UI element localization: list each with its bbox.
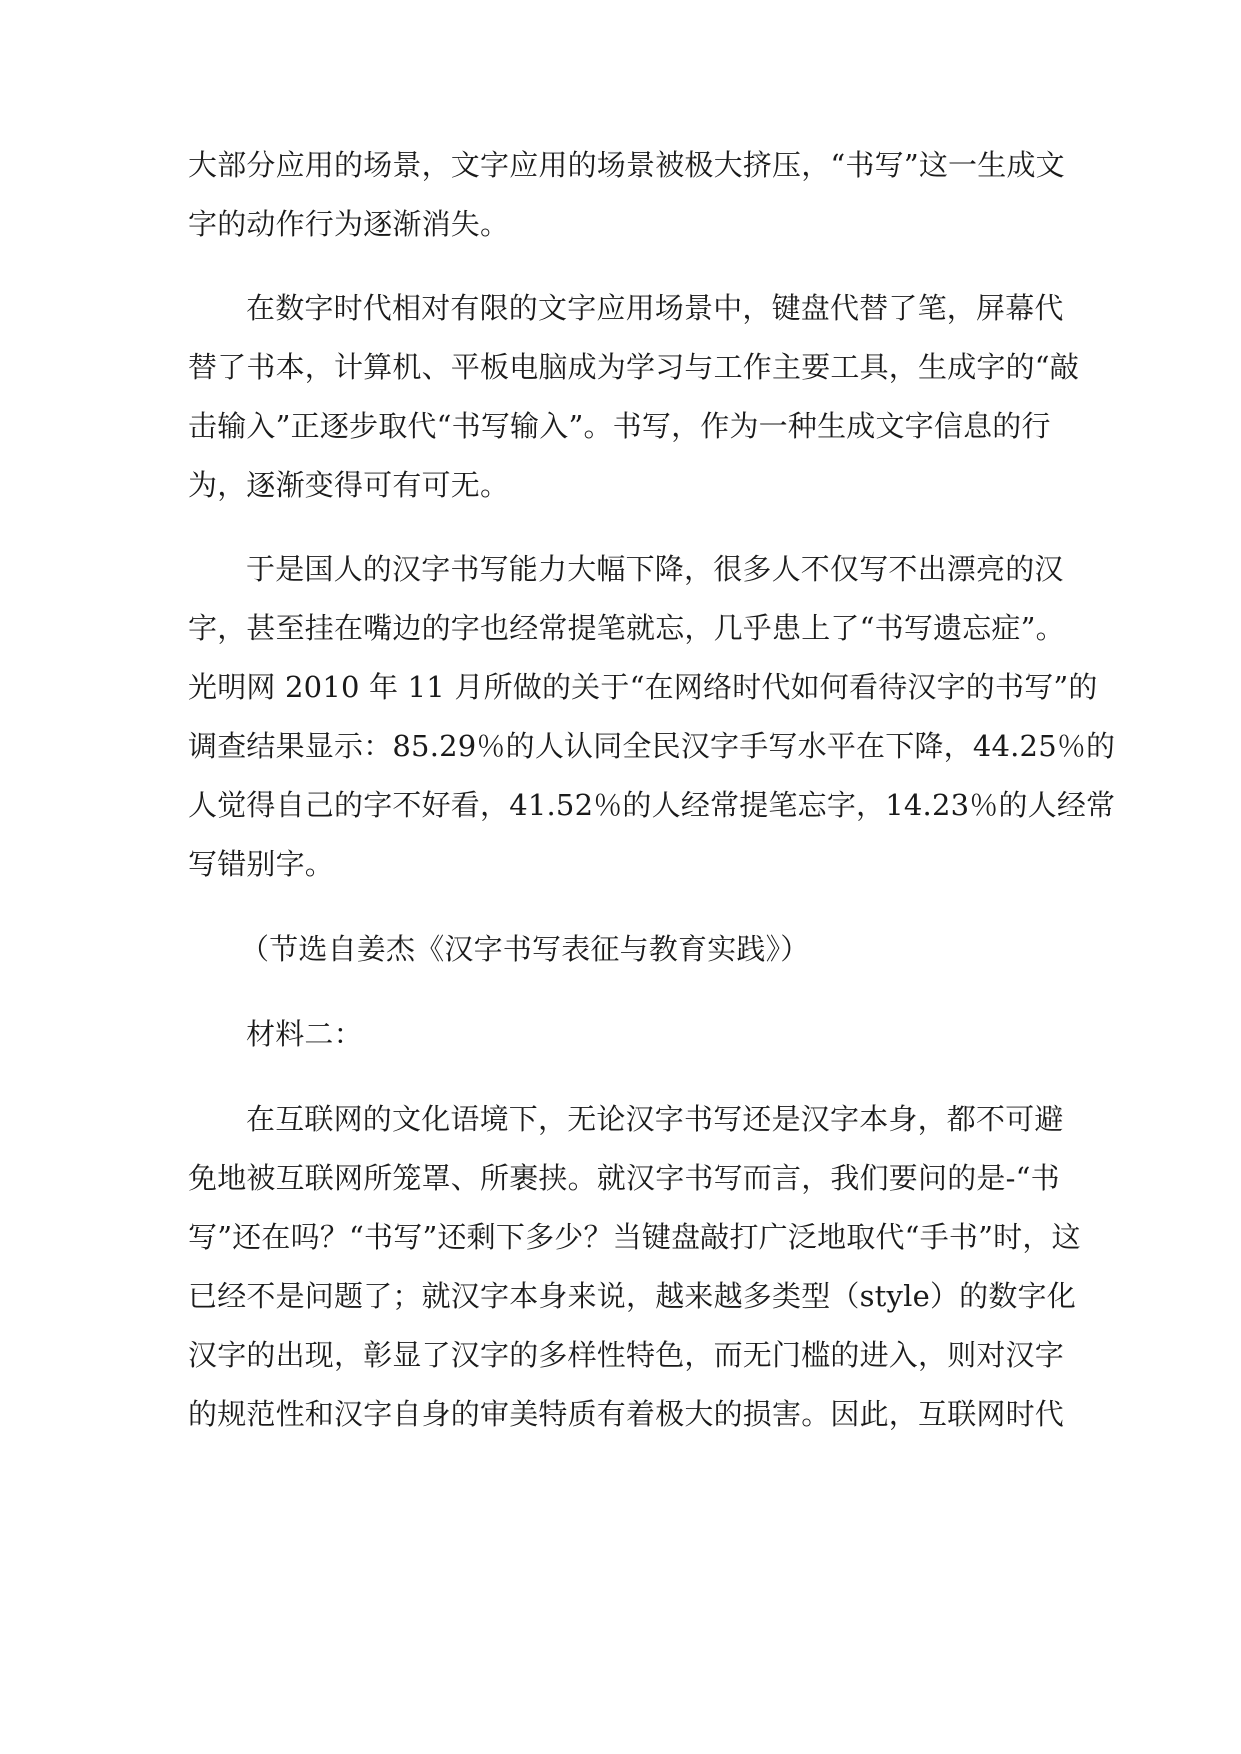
paragraph-line: 调查结果显示：85.29％的人认同全民汉字手写水平在下降，44.25％的	[188, 729, 1116, 763]
paragraph-line: 大部分应用的场景，文字应用的场景被极大挤压，“书写”这一生成文	[188, 148, 1065, 182]
paragraph-line: 在互联网的文化语境下，无论汉字书写还是汉字本身，都不可避	[246, 1102, 1064, 1136]
paragraph-line: 在数字时代相对有限的文字应用场景中，键盘代替了笔，屏幕代	[246, 291, 1064, 325]
paragraph-line: 于是国人的汉字书写能力大幅下降，很多人不仅写不出漂亮的汉	[246, 552, 1064, 586]
paragraph-line: 字的动作行为逐渐消失。	[188, 207, 510, 241]
paragraph-line: 击输入”正逐步取代“书写输入”。书写，作为一种生成文字信息的行	[188, 409, 1051, 443]
paragraph-line: 为，逐渐变得可有可无。	[188, 468, 510, 502]
paragraph-line: 写”还在吗？“书写”还剩下多少？当键盘敲打广泛地取代“手书”时，这	[188, 1220, 1081, 1254]
paragraph-line: 免地被互联网所笼罩、所裹挟。就汉字书写而言，我们要问的是-“书	[188, 1161, 1060, 1195]
paragraph-line: 字，甚至挂在嘴边的字也经常提笔就忘，几乎患上了“书写遗忘症”。	[188, 611, 1065, 645]
paragraph-line: 已经不是问题了；就汉字本身来说，越来越多类型（style）的数字化	[188, 1279, 1076, 1313]
paragraph-line: 的规范性和汉字自身的审美特质有着极大的损害。因此，互联网时代	[188, 1397, 1065, 1431]
paragraph-line: 光明网 2010 年 11 月所做的关于“在网络时代如何看待汉字的书写”的	[188, 670, 1098, 704]
paragraph-line: 人觉得自己的字不好看，41.52％的人经常提笔忘字，14.23％的人经常	[188, 788, 1116, 822]
source-citation: （节选自姜杰《汉字书写表征与教育实践》）	[240, 932, 810, 966]
material-heading: 材料二：	[246, 1017, 363, 1051]
paragraph-line: 替了书本，计算机、平板电脑成为学习与工作主要工具，生成字的“敲	[188, 350, 1080, 384]
paragraph-line: 写错别字。	[188, 847, 335, 881]
paragraph-line: 汉字的出现，彰显了汉字的多样性特色，而无门槛的进入，则对汉字	[188, 1338, 1065, 1372]
